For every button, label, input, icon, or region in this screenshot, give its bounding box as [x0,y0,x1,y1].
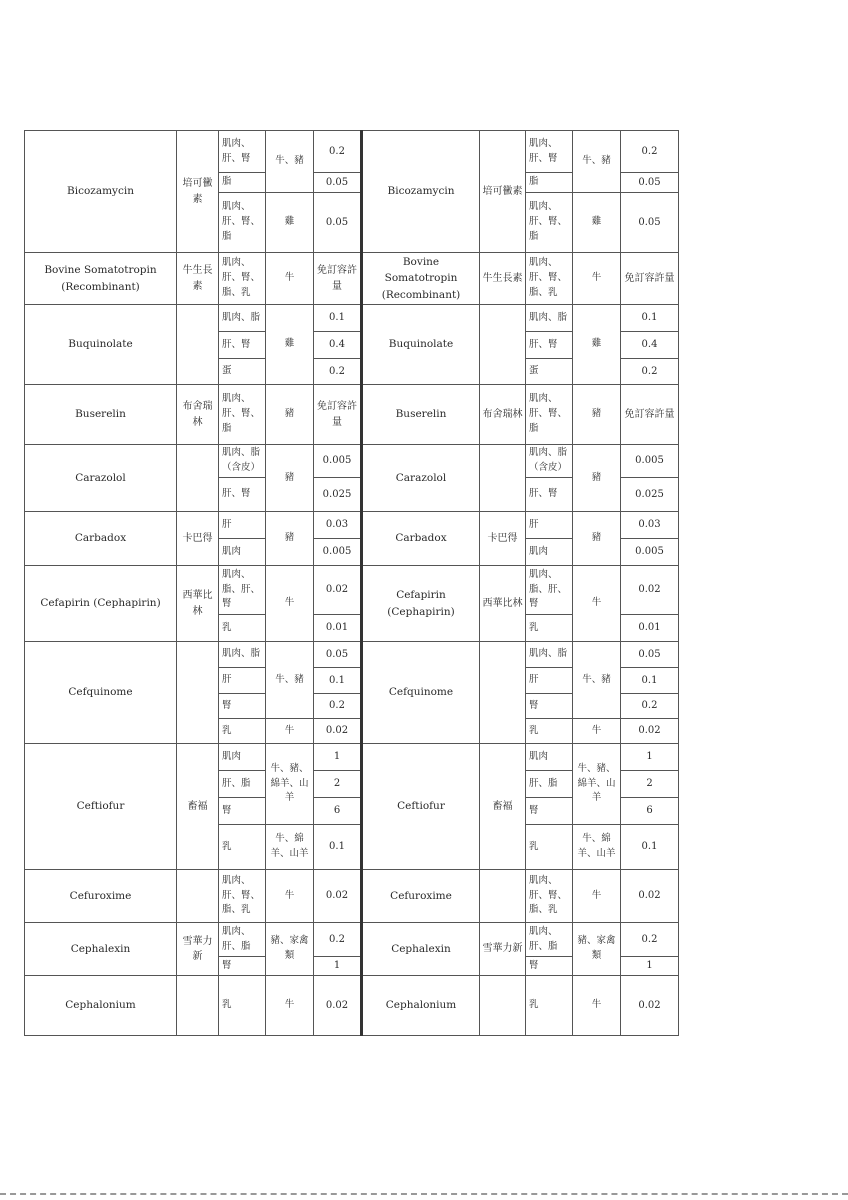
species: 雞 [266,305,314,385]
drug-name: Cefquinome [25,642,177,744]
chinese-name: 卡巴得 [177,512,219,566]
drug-name: Ceftiofur [362,744,480,870]
mrl-value: 0.2 [314,131,362,173]
mrl-value: 0.005 [621,539,679,566]
species: 雞 [266,193,314,253]
chinese-name: 培可黴素 [177,131,219,253]
tissue: 腎 [219,798,266,825]
species: 牛、豬、綿羊、山羊 [573,744,621,825]
drug-name: Bicozamycin [362,131,480,253]
mrl-value: 0.1 [314,825,362,870]
chinese-name: 培可黴素 [480,131,526,253]
tissue: 肌肉、肝、腎、脂、乳 [219,253,266,305]
drug-name: Buquinolate [362,305,480,385]
tissue: 腎 [219,694,266,719]
mrl-value: 0.02 [314,719,362,744]
tissue: 肌肉、肝、腎、脂 [526,193,573,253]
mrl-value: 0.02 [621,719,679,744]
drug-name: Carbadox [25,512,177,566]
mrl-value: 0.025 [314,478,362,512]
species: 牛 [573,719,621,744]
mrl-value: 0.02 [621,870,679,923]
tissue: 腎 [219,957,266,976]
species: 豬 [266,445,314,512]
drug-name: Carbadox [362,512,480,566]
mrl-value: 0.05 [621,193,679,253]
mrl-value: 1 [314,957,362,976]
species: 雞 [573,305,621,385]
chinese-name [480,976,526,1036]
drug-name: Carazolol [362,445,480,512]
species: 牛 [573,976,621,1036]
drug-name-line1: Bovine Somatotropin [384,256,458,285]
tissue: 肝、脂 [219,771,266,798]
chinese-name: 雪華力新 [177,923,219,976]
species: 牛 [573,566,621,642]
species: 牛、豬 [266,642,314,719]
species: 牛 [266,566,314,642]
chinese-name: 雪華力新 [480,923,526,976]
chinese-name: 畜褔 [177,744,219,870]
mrl-value: 0.02 [314,976,362,1036]
tissue: 蛋 [526,359,573,385]
species: 豬、家禽類 [573,923,621,976]
species: 豬 [266,512,314,566]
mrl-value: 0.01 [621,615,679,642]
chinese-name: 西華比林 [177,566,219,642]
species: 牛、豬、綿羊、山羊 [266,744,314,825]
drug-name: Ceftiofur [25,744,177,870]
mrl-value: 0.1 [314,668,362,694]
drug-name: Buquinolate [25,305,177,385]
mrl-value: 免訂容許量 [314,253,362,305]
species: 豬 [573,445,621,512]
tissue: 肝、腎 [219,478,266,512]
tissue: 肌肉、肝、腎、脂 [219,193,266,253]
tissue: 肌肉 [219,744,266,771]
mrl-value: 0.01 [314,615,362,642]
mrl-value: 免訂容許量 [314,385,362,445]
mrl-value: 0.02 [314,870,362,923]
tissue: 肝 [526,512,573,539]
drug-name: Cephalexin [25,923,177,976]
mrl-value: 1 [621,957,679,976]
chinese-name [177,870,219,923]
drug-name: Cefquinome [362,642,480,744]
species: 豬 [573,512,621,566]
mrl-value: 0.05 [621,642,679,668]
drug-name: Cefuroxime [362,870,480,923]
tissue: 乳 [219,615,266,642]
tissue: 脂 [219,173,266,193]
mrl-value: 0.02 [621,566,679,615]
tissue: 肌肉、脂 [219,305,266,332]
species: 牛 [266,719,314,744]
chinese-name: 西華比林 [480,566,526,642]
tissue: 肝、腎 [526,478,573,512]
drug-name: Cephalonium [362,976,480,1036]
chinese-name [480,445,526,512]
tissue: 腎 [526,957,573,976]
tissue: 腎 [526,798,573,825]
mrl-table [24,130,679,1036]
mrl-value: 0.1 [621,668,679,694]
species: 豬 [573,385,621,445]
species: 豬、家禽類 [266,923,314,976]
species: 牛 [573,870,621,923]
mrl-value: 0.005 [621,445,679,478]
drug-name: Cefapirin (Cephapirin) [362,566,480,642]
tissue: 脂 [526,173,573,193]
tissue: 肌肉、脂、肝、腎 [526,566,573,615]
mrl-value: 0.025 [621,478,679,512]
tissue: 肌肉、脂 [526,642,573,668]
mrl-value: 0.02 [314,566,362,615]
species: 雞 [573,193,621,253]
chinese-name: 畜褔 [480,744,526,870]
tissue: 肌肉、肝、腎、脂 [219,385,266,445]
mrl-value: 0.2 [621,694,679,719]
mrl-value: 0.4 [621,332,679,359]
tissue: 乳 [219,825,266,870]
mrl-value: 0.2 [314,359,362,385]
tissue: 乳 [219,719,266,744]
drug-name: Carazolol [25,445,177,512]
mrl-value: 0.2 [621,131,679,173]
tissue: 腎 [526,694,573,719]
drug-name [362,253,480,305]
drug-name: Buserelin [25,385,177,445]
tissue: 肌肉、肝、腎、脂、乳 [219,870,266,923]
chinese-name: 布舍瑞林 [177,385,219,445]
drug-name: Buserelin [362,385,480,445]
tissue: 肌肉、脂 [219,642,266,668]
mrl-value: 2 [621,771,679,798]
mrl-value: 0.05 [621,173,679,193]
drug-name: Bicozamycin [25,131,177,253]
species: 豬 [266,385,314,445]
tissue: 乳 [219,976,266,1036]
drug-name-line1: Bovine Somatotropin [44,264,157,277]
tissue: 肌肉、肝、腎 [526,131,573,173]
chinese-name [177,305,219,385]
tissue: 肌肉、肝、腎、脂、乳 [526,253,573,305]
drug-name: Cephalonium [25,976,177,1036]
tissue: 肌肉 [219,539,266,566]
mrl-value: 0.2 [314,923,362,957]
mrl-value: 0.2 [621,923,679,957]
chinese-name [480,642,526,744]
mrl-value: 0.05 [314,193,362,253]
mrl-value: 0.02 [621,976,679,1036]
chinese-name: 牛生長素 [177,253,219,305]
chinese-name [177,976,219,1036]
mrl-value: 0.1 [621,825,679,870]
species: 牛、豬 [573,642,621,719]
chinese-name: 牛生長素 [480,253,526,305]
mrl-value: 1 [314,744,362,771]
species: 牛 [266,870,314,923]
mrl-value: 0.4 [314,332,362,359]
tissue: 肌肉、脂、肝、腎 [219,566,266,615]
mrl-value: 0.005 [314,445,362,478]
species: 牛 [573,253,621,305]
tissue: 肌肉 [526,539,573,566]
mrl-value: 免訂容許量 [621,253,679,305]
mrl-value: 0.1 [314,305,362,332]
drug-name: Cefuroxime [25,870,177,923]
mrl-value: 0.03 [621,512,679,539]
tissue: 肝 [219,512,266,539]
mrl-value: 2 [314,771,362,798]
drug-name [25,253,177,305]
chinese-name: 布舍瑞林 [480,385,526,445]
mrl-value: 0.03 [314,512,362,539]
tissue: 乳 [526,719,573,744]
tissue: 肝、腎 [219,332,266,359]
species: 牛、豬 [266,131,314,193]
drug-name-line2: (Recombinant) [61,280,140,293]
tissue: 肌肉、脂（含皮） [219,445,266,478]
mrl-value: 0.2 [621,359,679,385]
tissue: 肌肉、脂 [526,305,573,332]
chinese-name [480,870,526,923]
tissue: 肌肉、肝、腎、脂 [526,385,573,445]
tissue: 肌肉、肝、腎 [219,131,266,173]
mrl-value: 1 [621,744,679,771]
tissue: 乳 [526,825,573,870]
tissue: 肌肉、脂（含皮） [526,445,573,478]
tissue: 蛋 [219,359,266,385]
mrl-value: 0.1 [621,305,679,332]
mrl-value: 6 [621,798,679,825]
drug-name-line2: (Recombinant) [381,288,461,301]
chinese-name [480,305,526,385]
mrl-value: 免訂容許量 [621,385,679,445]
drug-name: Cefapirin (Cephapirin) [25,566,177,642]
drug-name: Cephalexin [362,923,480,976]
tissue: 乳 [526,615,573,642]
chinese-name: 卡巴得 [480,512,526,566]
tissue: 肌肉 [526,744,573,771]
tissue: 肌肉、肝、脂 [219,923,266,957]
tissue: 肝、脂 [526,771,573,798]
tissue: 肝 [526,668,573,694]
mrl-value: 6 [314,798,362,825]
species: 牛、綿羊、山羊 [266,825,314,870]
scan-edge-line [0,1193,848,1195]
mrl-value: 0.05 [314,173,362,193]
mrl-value: 0.05 [314,642,362,668]
mrl-value: 0.005 [314,539,362,566]
tissue: 肝 [219,668,266,694]
tissue: 肌肉、肝、脂 [526,923,573,957]
species: 牛、綿羊、山羊 [573,825,621,870]
mrl-value: 0.2 [314,694,362,719]
chinese-name [177,642,219,744]
chinese-name [177,445,219,512]
species: 牛、豬 [573,131,621,193]
tissue: 肌肉、肝、腎、脂、乳 [526,870,573,923]
species: 牛 [266,976,314,1036]
tissue: 肝、腎 [526,332,573,359]
tissue: 乳 [526,976,573,1036]
species: 牛 [266,253,314,305]
